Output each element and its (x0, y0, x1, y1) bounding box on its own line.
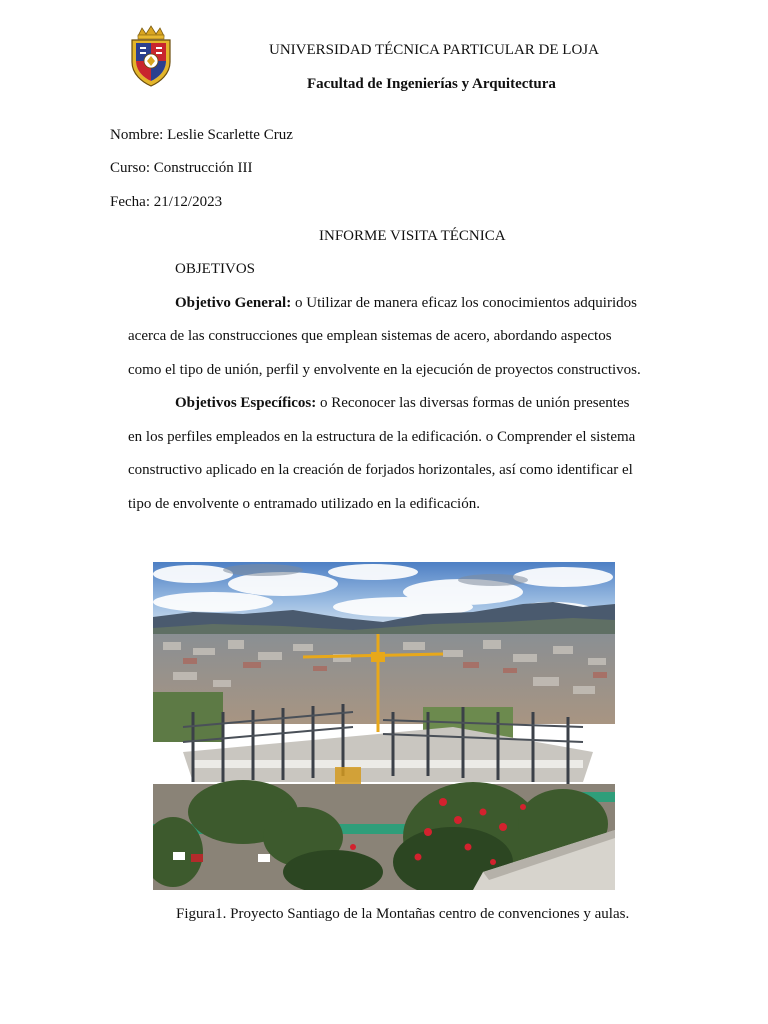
specific-objectives-label: Objetivos Específicos: (175, 395, 317, 411)
general-objective-line-3: como el tipo de unión, perfil y envolvente en la ejecución de proyectos constructivos. (128, 362, 641, 378)
specific-objectives-text: o Reconocer las diversas formas de unión presentes (316, 395, 630, 411)
university-crest-logo (128, 24, 174, 88)
report-title: INFORME VISITA TÉCNICA (319, 228, 506, 244)
specific-objectives-line-3: constructivo aplicado en la creación de forjados horizontales, así como identificar el (128, 462, 633, 478)
specific-objectives-line-1 (175, 395, 629, 412)
figure-caption: Figura1. Proyecto Santiago de la Montañas centro de convenciones y aulas. (176, 906, 630, 922)
date-line: Fecha: 21/12/2023 (110, 194, 223, 210)
general-objective-label: Objetivo General: (175, 295, 292, 311)
general-objective-line-2: acerca de las construcciones que emplean sistemas de acero, abordando aspectos (128, 328, 612, 344)
university-name: UNIVERSIDAD TÉCNICA PARTICULAR DE LOJA (269, 42, 599, 58)
general-objective-text: o Utilizar de manera eficaz los conocimientos adquiridos (291, 295, 637, 311)
specific-objectives-line-2: en los perfiles empleados en la estructura de la edificación. o Comprender el sistema (128, 429, 636, 445)
objectives-heading: OBJETIVOS (175, 261, 256, 277)
construction-site-photo (153, 562, 615, 890)
general-objective-line-1 (175, 295, 637, 312)
specific-objectives-line-4: tipo de envolvente o entramado utilizado en la edificación. (128, 496, 480, 512)
course-line: Curso: Construcción III (110, 160, 253, 176)
faculty-name: Facultad de Ingenierías y Arquitectura (307, 76, 556, 92)
student-name: Nombre: Leslie Scarlette Cruz (110, 127, 293, 143)
